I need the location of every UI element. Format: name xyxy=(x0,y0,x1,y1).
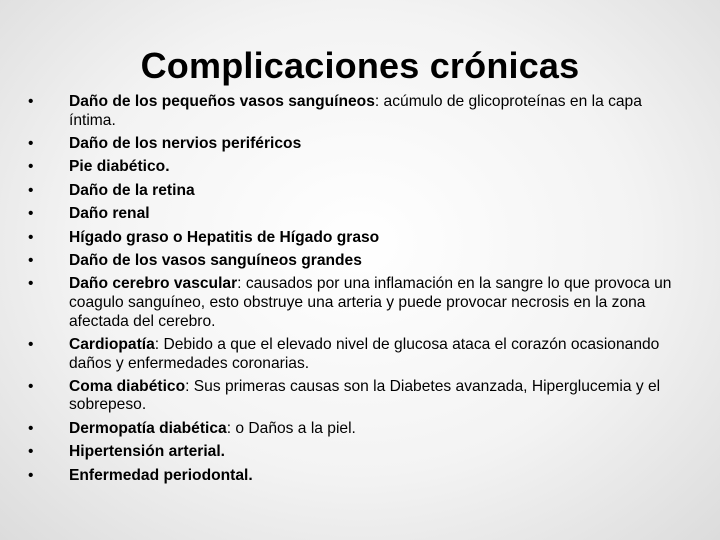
list-item xyxy=(28,420,688,439)
bullet-icon: • xyxy=(28,443,34,461)
item-description: : Debido a que el elevado nivel de glucosa ataca el corazón ocasionando daños y enfermedades coronarias. xyxy=(69,335,660,372)
item-term: Coma diabético xyxy=(69,377,186,395)
list-item xyxy=(28,467,688,486)
slide-title: Complicaciones crónicas xyxy=(140,45,580,86)
bullet-icon: • xyxy=(28,377,34,395)
list-item xyxy=(28,205,688,224)
list-item xyxy=(28,443,688,462)
list-item xyxy=(28,336,688,373)
item-term: Hígado graso o Hepatitis de Hígado graso xyxy=(69,228,380,246)
item-description: : o Daños a la piel. xyxy=(226,419,356,437)
list-item xyxy=(28,378,688,415)
item-description: : acúmulo de glicoproteínas en la capa íntima. xyxy=(69,93,642,129)
item-description: : Sus primeras causas son la Diabetes avanzada, Hiperglucemia y el sobrepeso. xyxy=(69,377,661,414)
item-description: : causados por una inflamación en la sangre lo que provoca un coagulo sanguíneo, esto obstruye una arteria y puede provocar necrosis en la zona afectada del cerebro. xyxy=(69,275,672,330)
bullet-icon: • xyxy=(28,181,34,199)
item-term: Daño de los nervios periféricos xyxy=(69,134,302,152)
item-term: Cardiopatía xyxy=(69,335,155,353)
list-item xyxy=(28,93,688,130)
item-term: Hipertensión arterial. xyxy=(69,443,225,461)
item-term: Daño renal xyxy=(69,205,150,223)
bullet-icon: • xyxy=(28,134,34,152)
item-term: Daño cerebro vascular xyxy=(69,275,238,293)
bullet-icon: • xyxy=(28,228,34,246)
item-term: Enfermedad periodontal. xyxy=(69,466,253,484)
item-term: Dermopatía diabética xyxy=(69,419,227,437)
item-term: Pie diabético. xyxy=(69,158,170,176)
list-item xyxy=(28,252,688,271)
item-term: Daño de la retina xyxy=(69,181,195,199)
list-item xyxy=(28,182,688,201)
bullet-icon: • xyxy=(28,466,34,484)
bullet-icon: • xyxy=(28,419,34,437)
list-item xyxy=(28,229,688,248)
list-item xyxy=(28,135,688,154)
list-item xyxy=(28,275,688,331)
bullet-icon: • xyxy=(28,251,34,269)
complications-list xyxy=(28,93,688,490)
bullet-icon: • xyxy=(28,335,34,353)
item-term: Daño de los vasos sanguíneos grandes xyxy=(69,251,362,269)
list-item xyxy=(28,158,688,177)
bullet-icon: • xyxy=(28,275,34,293)
bullet-icon: • xyxy=(28,93,34,110)
bullet-icon: • xyxy=(28,158,34,176)
item-term: Daño de los pequeños vasos sanguíneos xyxy=(69,93,375,110)
bullet-icon: • xyxy=(28,205,34,223)
